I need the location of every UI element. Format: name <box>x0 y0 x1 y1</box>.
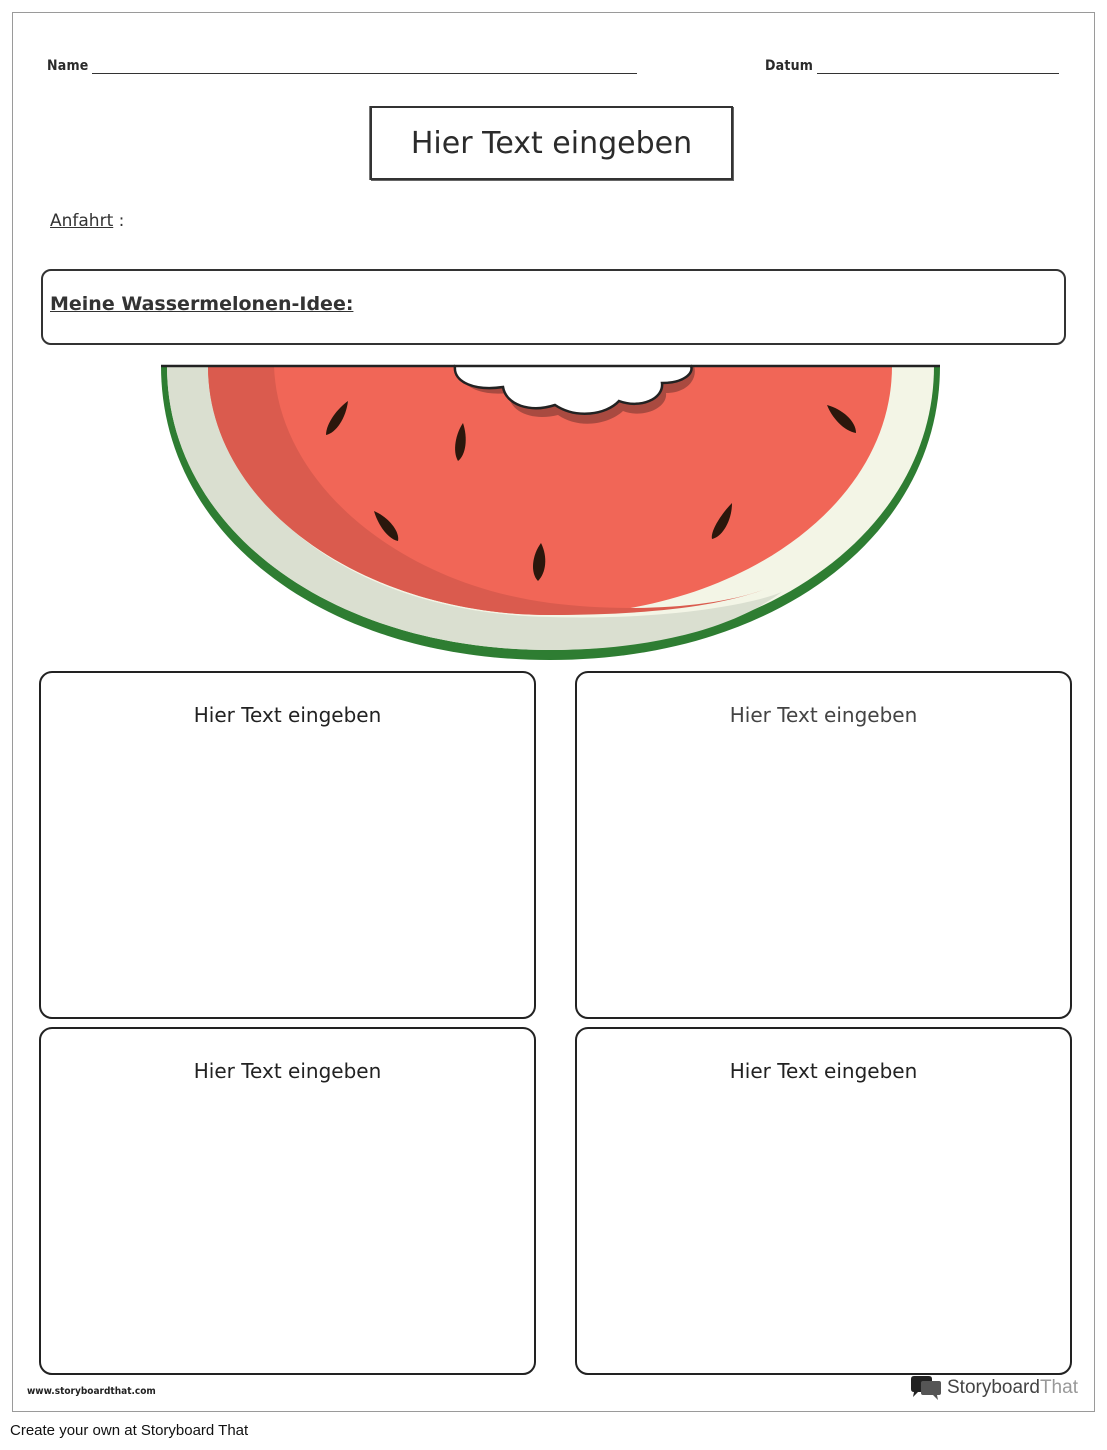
date-field-line[interactable] <box>817 73 1059 74</box>
panel-text: Hier Text eingeben <box>193 703 382 727</box>
panel-text: Hier Text eingeben <box>729 1059 918 1083</box>
title-box[interactable] <box>370 106 733 180</box>
brand-part1: Storyboard <box>947 1377 1040 1398</box>
text-panel-2[interactable] <box>575 671 1072 1019</box>
storyboardthat-logo <box>909 1375 1078 1401</box>
text-panel-4[interactable] <box>575 1027 1072 1375</box>
idea-box[interactable] <box>41 269 1066 345</box>
idea-label: Meine Wassermelonen-Idee: <box>50 293 354 315</box>
directions <box>50 211 124 231</box>
name-label: Name <box>47 58 89 74</box>
speech-bubble-icon <box>909 1375 943 1401</box>
footer-link[interactable]: Create your own at Storyboard That <box>10 1422 249 1439</box>
directions-colon: : <box>113 211 125 231</box>
worksheet-page <box>12 12 1095 1412</box>
text-panel-1[interactable] <box>39 671 536 1019</box>
directions-label: Anfahrt <box>50 211 114 231</box>
brand-part2: That <box>1039 1377 1078 1398</box>
panel-text: Hier Text eingeben <box>193 1059 382 1083</box>
title-text: Hier Text eingeben <box>410 125 693 161</box>
text-panel-3[interactable] <box>39 1027 536 1375</box>
panel-text: Hier Text eingeben <box>729 703 918 727</box>
date-label: Datum <box>765 58 814 74</box>
name-field-line[interactable] <box>92 73 637 74</box>
website-url: www.storyboardthat.com <box>27 1386 156 1397</box>
watermelon-illustration <box>158 363 943 665</box>
